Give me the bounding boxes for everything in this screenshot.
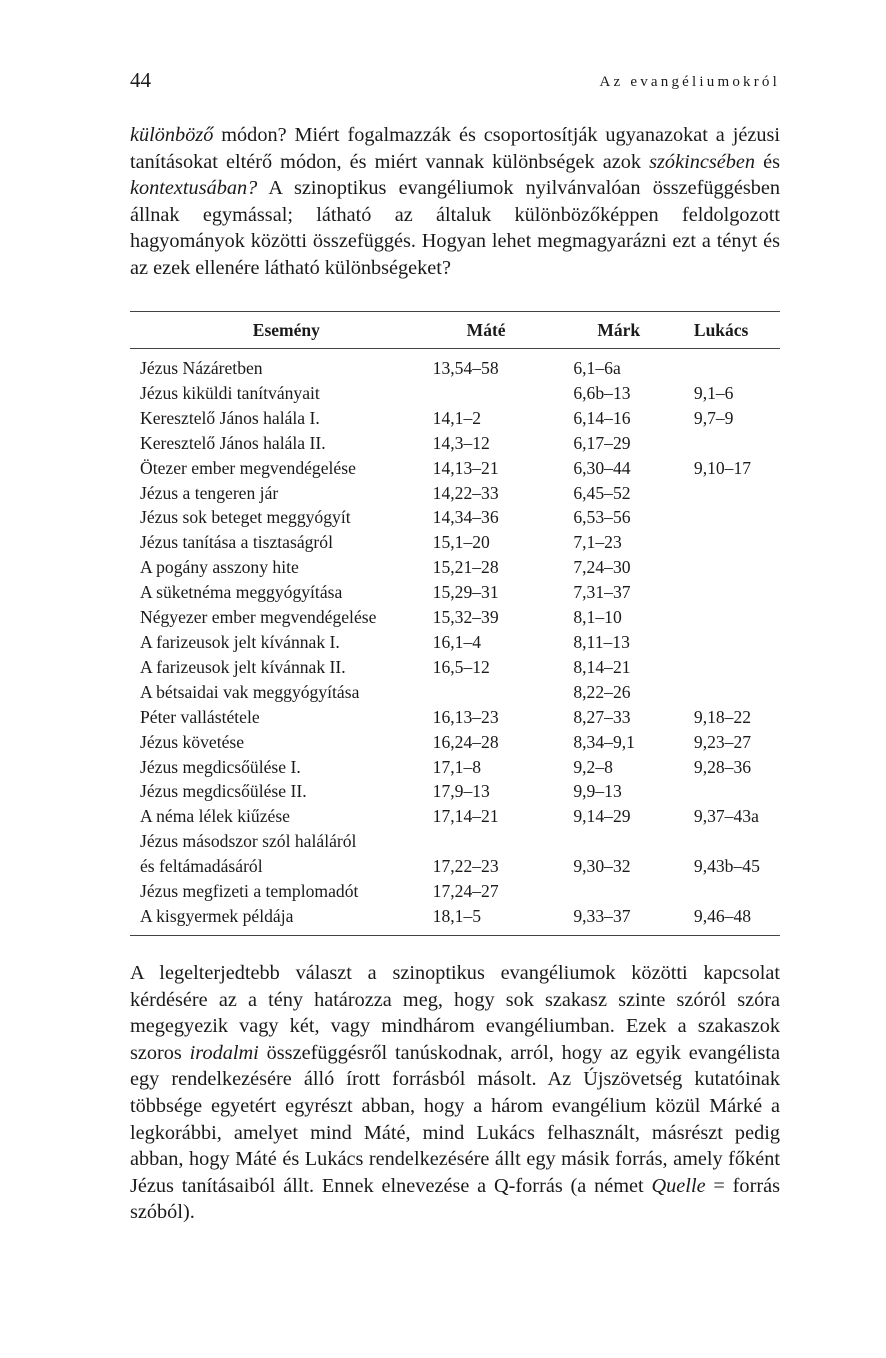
- cell-mark: 8,1–10: [573, 607, 622, 628]
- cell-mark: [573, 879, 694, 904]
- paragraph-conclusion: [130, 960, 780, 1226]
- table-row: [130, 680, 780, 705]
- cell-mark: 6,17–29: [573, 432, 631, 453]
- cell-mark: 8,34–9,1: [573, 731, 635, 752]
- cell-lukacs: [694, 580, 780, 605]
- cell-event: A süketnéma meggyógyítása: [140, 582, 343, 603]
- cell-mark: 6,30–44: [573, 457, 631, 478]
- synoptic-table: [130, 311, 780, 936]
- cell-lukacs: 9,23–27: [693, 731, 752, 752]
- cell-mate: 17,9–13: [432, 781, 490, 802]
- cell-lukacs: [694, 779, 780, 804]
- table-row: [130, 829, 780, 854]
- cell-event: Jézus megfizeti a templomadót: [140, 881, 359, 902]
- cell-lukacs: [694, 655, 780, 680]
- table-row: [130, 705, 780, 730]
- table-row: [130, 481, 780, 506]
- table-row: [130, 580, 780, 605]
- paragraph-intro: [130, 122, 780, 282]
- cell-event: A kisgyermek példája: [130, 904, 433, 935]
- table-row: [130, 555, 780, 580]
- cell-mate: [433, 829, 574, 854]
- cell-mark: 9,14–29: [573, 806, 631, 827]
- table-row: [130, 431, 780, 456]
- cell-event: Jézus követése: [140, 731, 245, 752]
- cell-lukacs: [694, 349, 780, 381]
- cell-lukacs: 9,7–9: [693, 407, 734, 428]
- header-mate: Máté: [433, 312, 574, 349]
- text-italic: Quelle: [651, 1174, 706, 1197]
- table-row: [130, 456, 780, 481]
- cell-mate: 15,1–20: [432, 532, 490, 553]
- table-row: [130, 804, 780, 829]
- cell-mate: 14,13–21: [432, 457, 499, 478]
- text-italic: irodalmi: [189, 1041, 259, 1064]
- table-row: [130, 655, 780, 680]
- cell-lukacs: 9,10–17: [693, 457, 752, 478]
- table-row: [130, 381, 780, 406]
- table-row: [130, 630, 780, 655]
- cell-event: Péter vallástétele: [140, 706, 260, 727]
- cell-event: A farizeusok jelt kívánnak I.: [140, 631, 340, 652]
- cell-mate: [433, 381, 574, 406]
- cell-event: Jézus Názáretben: [140, 358, 263, 378]
- cell-mark: 8,11–13: [573, 631, 630, 652]
- cell-event: Jézus kiküldi tanítványait: [140, 382, 320, 403]
- cell-event: Jézus megdicsőülése I.: [140, 756, 301, 777]
- text-run: módon? Miért fogalmazzák és csoportosítják ugyanazokat a jézusi tanításokat eltérő módon, és miért vannak különbségek azok: [130, 124, 780, 173]
- cell-mark: 7,31–37: [573, 582, 631, 603]
- cell-event: Négyezer ember megvendégelése: [140, 607, 377, 628]
- cell-mate: 17,24–27: [432, 881, 499, 902]
- header-mark: Márk: [573, 312, 694, 349]
- table-row: [130, 349, 780, 381]
- table-header-row: [130, 312, 780, 349]
- header-lukacs: Lukács: [694, 312, 780, 349]
- table-body: [130, 349, 780, 936]
- cell-lukacs: 9,43b–45: [693, 856, 760, 877]
- cell-mate: 17,22–23: [432, 856, 499, 877]
- table-row: [130, 755, 780, 780]
- cell-mark: 7,1–23: [573, 532, 622, 553]
- table-row: [130, 730, 780, 755]
- cell-mark: 9,2–8: [573, 756, 613, 777]
- table-row: [130, 530, 780, 555]
- cell-mark: 9,33–37: [573, 904, 694, 935]
- cell-event: A farizeusok jelt kívánnak II.: [140, 656, 346, 677]
- table-row: [130, 779, 780, 804]
- text-italic: kontextusában?: [130, 177, 258, 200]
- cell-event: Keresztelő János halála I.: [140, 407, 320, 428]
- cell-lukacs: [694, 505, 780, 530]
- cell-event: Jézus másodszor szól haláláról: [140, 831, 357, 852]
- cell-mark: 6,53–56: [573, 507, 631, 528]
- table-row: [130, 505, 780, 530]
- cell-mate: 16,24–28: [432, 731, 499, 752]
- cell-mark: 8,27–33: [573, 706, 631, 727]
- cell-mate: 14,1–2: [432, 407, 482, 428]
- cell-mate: 15,21–28: [432, 557, 499, 578]
- cell-lukacs: 9,18–22: [693, 706, 752, 727]
- cell-mate: 16,1–4: [432, 631, 482, 652]
- text-run: A szinoptikus evangéliumok nyilvánvalóan összefüggésben állnak egymással; látható az általuk különbözőképpen feldolgozott hagyományok közötti összefüggés. Hogyan lehet megmagyarázni ezt a tényt és az ezek ellenére látható különbségeket?: [130, 177, 780, 279]
- cell-mate: 13,54–58: [432, 358, 499, 378]
- cell-event: A pogány asszony hite: [140, 557, 299, 578]
- cell-event: A néma lélek kiűzése: [140, 806, 290, 827]
- cell-lukacs: [694, 829, 780, 854]
- cell-mark: 7,24–30: [573, 557, 631, 578]
- cell-mark: 6,1–6a: [573, 358, 621, 378]
- cell-mate: 14,22–33: [432, 482, 499, 503]
- cell-event: és feltámadásáról: [140, 856, 263, 877]
- cell-lukacs: [694, 630, 780, 655]
- text-run: = forrás szóból).: [130, 1174, 780, 1224]
- cell-lukacs: [694, 879, 780, 904]
- cell-mate: 16,5–12: [432, 656, 490, 677]
- cell-mark: 6,6b–13: [573, 382, 631, 403]
- text-run: összefüggésről tanúskodnak, arról, hogy az egyik evangélista egy rendelkezésére álló írott forrásból másolt. Az Újszövetség kutatóinak többsége egyetért egyrészt abban, hogy a három evangélium közül Márké a legkorábbi, amelyet mind Máté, mind Lukács felhasznált, másrészt pedig abban, hogy Máté és Lukács rendelkezésére állt egy másik forrás, amely főként Jézus tanításaiból állt. Ennek elnevezése a Q-forrás (a német: [130, 1041, 780, 1197]
- cell-event: Jézus megdicsőülése II.: [140, 781, 307, 802]
- text-run: és: [755, 150, 781, 173]
- cell-mark: 9,30–32: [573, 856, 631, 877]
- cell-mate: 17,14–21: [432, 806, 499, 827]
- cell-lukacs: [694, 481, 780, 506]
- cell-mate: 16,13–23: [432, 706, 499, 727]
- page-number: 44: [130, 68, 151, 92]
- cell-mate: 18,1–5: [433, 904, 574, 935]
- cell-event: Jézus sok beteget meggyógyít: [140, 507, 351, 528]
- cell-lukacs: [694, 680, 780, 705]
- cell-lukacs: [694, 431, 780, 456]
- text-run: A legelterjedtebb választ a szinoptikus evangéliumok közötti kapcsolat kérdésére az a tény határozza meg, hogy sok szakasz szinte szóról szóra megegyezik vagy két, vagy mindhárom evangéliumban. Ezek a szakaszok szoros: [130, 962, 780, 1064]
- cell-mate: 14,3–12: [432, 432, 490, 453]
- text-italic: különböző: [130, 124, 214, 146]
- cell-mark: 8,22–26: [573, 681, 631, 702]
- cell-lukacs: [694, 530, 780, 555]
- cell-mate: 15,29–31: [432, 582, 499, 603]
- table-row: [130, 605, 780, 630]
- cell-mate: 14,34–36: [432, 507, 499, 528]
- cell-mark: [573, 829, 694, 854]
- cell-mate: 17,1–8: [432, 756, 482, 777]
- table-row: [130, 406, 780, 431]
- cell-event: Keresztelő János halála II.: [140, 432, 326, 453]
- cell-event: Jézus tanítása a tisztaságról: [140, 532, 333, 553]
- cell-event: A bétsaidai vak meggyógyítása: [140, 681, 360, 702]
- cell-mark: 8,14–21: [573, 656, 631, 677]
- running-head: Az evangéliumokról: [599, 74, 780, 90]
- text-italic: szókincsében: [649, 150, 756, 173]
- table-header: [130, 312, 780, 349]
- cell-lukacs: 9,28–36: [693, 756, 752, 777]
- table-row: [130, 904, 780, 935]
- table-row: [130, 879, 780, 904]
- table-row: [130, 854, 780, 879]
- cell-mate: [433, 680, 574, 705]
- cell-mate: 15,32–39: [432, 607, 499, 628]
- cell-lukacs: 9,46–48: [694, 904, 780, 935]
- cell-mark: 6,14–16: [573, 407, 631, 428]
- cell-event: Ötezer ember megvendégelése: [140, 457, 356, 478]
- header-event: Esemény: [130, 312, 433, 349]
- cell-lukacs: 9,1–6: [693, 382, 734, 403]
- cell-lukacs: 9,37–43a: [693, 806, 759, 827]
- cell-lukacs: [694, 605, 780, 630]
- cell-event: Jézus a tengeren jár: [140, 482, 279, 503]
- cell-mark: 9,9–13: [573, 781, 622, 802]
- cell-mark: 6,45–52: [573, 482, 631, 503]
- cell-lukacs: [694, 555, 780, 580]
